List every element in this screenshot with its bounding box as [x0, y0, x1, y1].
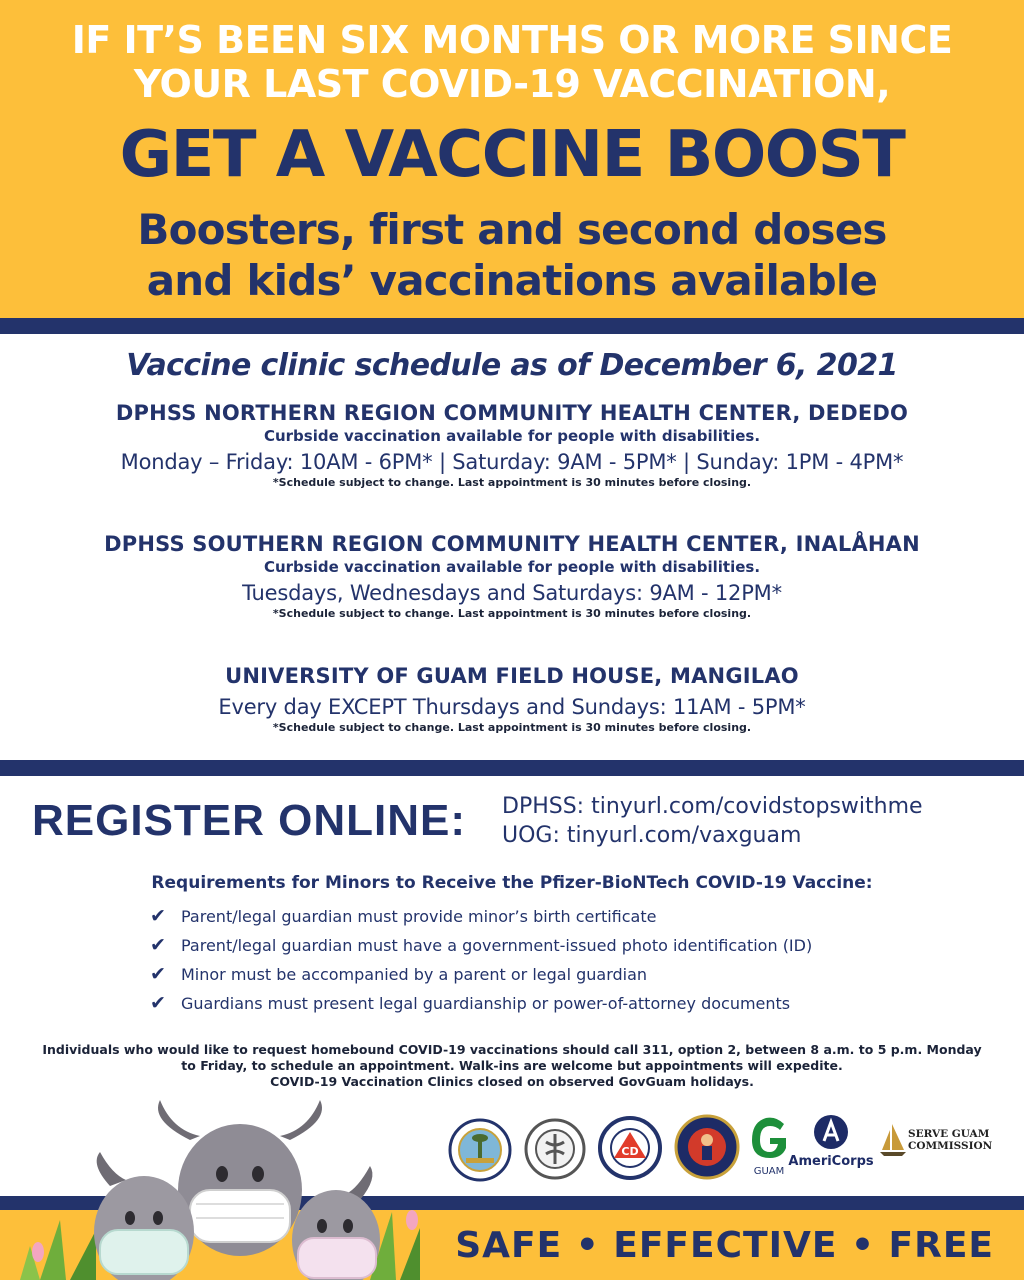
clinic-uog	[0, 663, 1024, 735]
header-banner	[0, 0, 1024, 318]
checkmark-icon: ✔	[150, 905, 166, 927]
serve-guam-label-1: SERVE GUAM	[908, 1128, 990, 1140]
guam-national-guard-seal-icon	[674, 1114, 740, 1184]
register-label: REGISTER ONLINE:	[32, 796, 467, 845]
tagline: SAFE • EFFECTIVE • FREE	[455, 1225, 994, 1266]
intro-line-1: IF IT’S BEEN SIX MONTHS OR MORE SINCE	[71, 18, 953, 62]
requirement-text: Guardians must present legal guardianship or power-of-attorney documents	[181, 994, 791, 1013]
serve-guam-commission-logo-icon	[878, 1122, 1000, 1158]
clinic-hours: Tuesdays, Wednesdays and Saturdays: 9AM - 12PM*	[242, 581, 782, 605]
carabao-mascots-illustration	[0, 1100, 440, 1280]
clinic-disclaimer: *Schedule subject to change. Last appointment is 30 minutes before closing.	[272, 476, 752, 489]
homebound-line-1: Individuals who would like to request homebound COVID-19 vaccinations should call 311, option 2, between 8 a.m. to 5 p.m. Monday	[42, 1042, 982, 1057]
clinic-name: UNIVERSITY OF GUAM FIELD HOUSE, MANGILAO	[225, 664, 799, 688]
divider-middle	[0, 760, 1024, 776]
requirement-text: Parent/legal guardian must have a government-issued photo identification (ID)	[181, 936, 813, 955]
requirement-text: Minor must be accompanied by a parent or legal guardian	[181, 965, 648, 984]
clinic-curbside-note: Curbside vaccination available for people with disabilities.	[263, 427, 761, 445]
checkmark-icon: ✔	[150, 934, 166, 956]
clinic-inalahan	[0, 531, 1024, 621]
requirement-item	[150, 960, 812, 989]
subheadline	[0, 204, 1024, 306]
partner-logos	[444, 1112, 1004, 1184]
checkmark-icon: ✔	[150, 963, 166, 985]
clinic-disclaimer: *Schedule subject to change. Last appointment is 30 minutes before closing.	[272, 721, 752, 734]
guam-government-seal-icon	[448, 1118, 512, 1186]
requirement-text: Parent/legal guardian must provide minor’s birth certificate	[181, 907, 657, 926]
homebound-line-2: to Friday, to schedule an appointment. Walk-ins are welcome but appointments will expedite.	[181, 1058, 843, 1073]
requirement-item	[150, 931, 812, 960]
americorps-logo-icon	[786, 1114, 876, 1170]
clinic-schedule	[0, 334, 1024, 760]
serve-guam-label-2: COMMISSION	[908, 1140, 993, 1152]
checkmark-icon: ✔	[150, 992, 166, 1014]
intro-text	[0, 18, 1024, 106]
holiday-notice: COVID-19 Vaccination Clinics closed on observed GovGuam holidays.	[270, 1074, 754, 1089]
clinic-hours: Every day EXCEPT Thursdays and Sundays: 11AM - 5PM*	[218, 695, 806, 719]
clinic-hours: Monday – Friday: 10AM - 6PM* | Saturday: 9AM - 5PM* | Sunday: 1PM - 4PM*	[120, 450, 904, 474]
public-health-seal-icon	[524, 1118, 586, 1184]
clinic-dededo	[0, 400, 1024, 490]
homebound-info	[20, 1042, 1004, 1090]
clinic-disclaimer: *Schedule subject to change. Last appointment is 30 minutes before closing.	[272, 607, 752, 620]
register-links	[502, 792, 923, 850]
requirements-title: Requirements for Minors to Receive the Pfizer-BioNTech COVID-19 Vaccine:	[151, 873, 873, 893]
intro-line-2: YOUR LAST COVID-19 VACCINATION,	[133, 62, 891, 106]
clinic-curbside-note: Curbside vaccination available for people with disabilities.	[263, 558, 761, 576]
requirement-item	[150, 902, 812, 931]
svg-text:CD: CD	[621, 1145, 639, 1158]
uog-register-link[interactable]: UOG: tinyurl.com/vaxguam	[502, 823, 802, 848]
americorps-label: AmeriCorps	[788, 1154, 874, 1169]
schedule-title: Vaccine clinic schedule as of December 6, 2021	[126, 348, 898, 383]
subheadline-line-1: Boosters, first and second doses	[137, 205, 887, 254]
requirement-item	[150, 989, 812, 1018]
divider-top	[0, 318, 1024, 334]
requirements-list	[150, 902, 812, 1018]
dphss-register-link[interactable]: DPHSS: tinyurl.com/covidstopswithme	[502, 794, 923, 819]
clinic-name: DPHSS NORTHERN REGION COMMUNITY HEALTH CENTER, DEDEDO	[115, 401, 909, 425]
clinic-name: DPHSS SOUTHERN REGION COMMUNITY HEALTH CENTER, INALÅHAN	[104, 532, 920, 556]
uog-logo-label: GUAM	[753, 1166, 785, 1177]
subheadline-line-2: and kids’ vaccinations available	[146, 256, 878, 305]
homeland-security-seal-icon	[598, 1116, 662, 1184]
headline: GET A VACCINE BOOST	[119, 118, 905, 192]
